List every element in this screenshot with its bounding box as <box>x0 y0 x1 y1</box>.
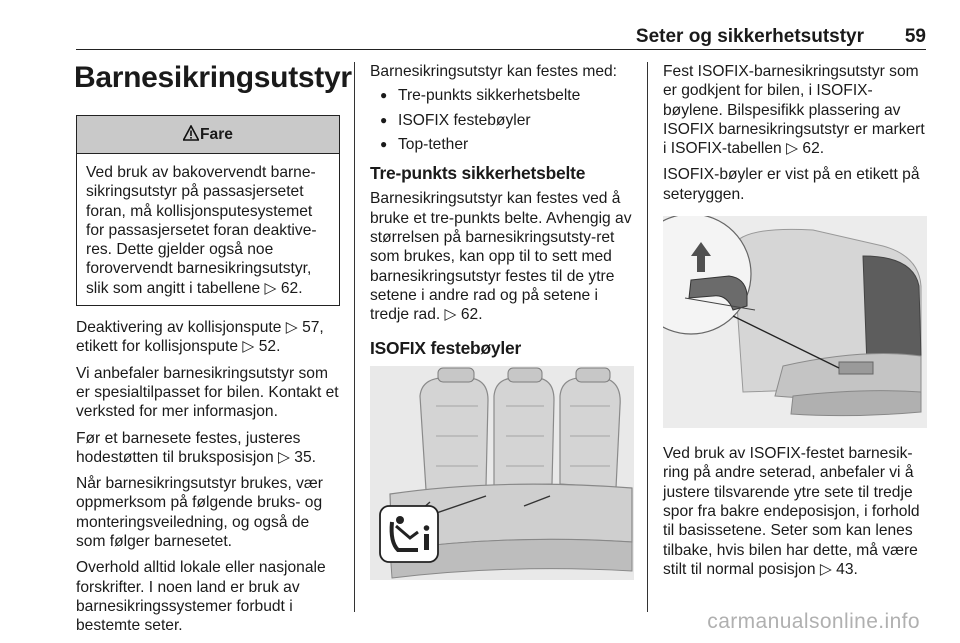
warning-triangle-icon <box>183 125 199 141</box>
column-divider <box>354 62 355 612</box>
paragraph: Overhold alltid lokale eller nasjonale forskrifter. I noen land er bruk av barnesikringssystemer forbudt i bestemte seter. <box>76 559 326 635</box>
page-number: 59 <box>904 26 926 47</box>
paragraph: Deaktivering av kollisjonspute ▷ 57, etikett for kollisjonspute ▷ 52. <box>76 319 324 356</box>
intro-text: Barnesikringsutstyr kan festes med: <box>370 63 618 80</box>
list-item: ● Tre-punkts sikkerhetsbelte <box>370 86 638 105</box>
rear-seats-drawing <box>370 366 634 580</box>
isofix-child-seat-icon <box>380 506 438 562</box>
list-item: ● Top-tether <box>370 135 638 154</box>
paragraph: Vi anbefaler barnesikringsutstyr som er spesialtilpasset for bilen. Kontakt et verksted for mer informasjon. <box>76 364 339 421</box>
danger-text: Ved bruk av bakovervendt barne-sikringsutstyr på passasjersetet foran, må kollisjonsputesystemet for passasjersetet foran deaktive-res. Dette gjelder også noe forovervendt barnesikringsutstyr, slik som angitt i tabellene ▷ 62. <box>86 164 317 297</box>
section-heading: Tre-punkts sikkerhetsbelte <box>370 163 586 184</box>
isofix-seats-illustration <box>370 366 634 580</box>
paragraph: Før et barnesete festes, justeres hodestøtten til bruksposisjon ▷ 35. <box>76 429 316 466</box>
watermark: carmanualsonline.info <box>707 610 920 633</box>
paragraph: Når barnesikringsutstyr brukes, vær oppmerksom på følgende bruks- og monteringsveiledning, og også de som følger barnesetet. <box>76 475 323 551</box>
danger-label: Fare <box>200 126 233 143</box>
page-header <box>76 26 926 48</box>
header-rule <box>76 49 926 50</box>
danger-header <box>77 116 339 154</box>
paragraph: Fest ISOFIX-barnesikringsutstyr som er godkjent for bilen, i ISOFIX-bøylene. Bilspesifikk plassering av ISOFIX barnesikringsutstyr er markert i ISOFIX-tabellen ▷ 62. <box>663 63 925 158</box>
list-item: ● ISOFIX festebøyler <box>370 111 638 130</box>
paragraph: ISOFIX-bøyler er vist på en etikett på seteryggen. <box>663 166 920 203</box>
bullet-list <box>370 86 638 154</box>
column-1 <box>76 115 340 643</box>
paragraph: Barnesikringsutstyr kan festes ved å bruke et tre-punkts belte. Avhengig av størrelsen på barnesikringsutsty-ret som brukes, kan opp til to sett med barnesikringsutstyr festes til de ytre setene i andre rad og på setene i tredje rad. ▷ 62. <box>370 190 632 324</box>
column-2 <box>370 62 638 580</box>
paragraph: Ved bruk av ISOFIX-festet barnesik-ring på andre seterad, anbefaler vi å justere tilsvarende ytre sete til tredje spor fra bakre endeposisjon, i forhold til basissetene. Seter som kan lenes tilbake, hvis bilen har dette, må være stilt til normal posisjon ▷ 43. <box>663 445 920 578</box>
column-3 <box>663 62 929 586</box>
main-title: Barnesikringsutstyr <box>74 61 352 94</box>
header-title: Seter og sikkerhetsutstyr <box>635 26 864 47</box>
isofix-label-illustration <box>663 216 927 428</box>
section-heading: ISOFIX festebøyler <box>370 337 522 358</box>
danger-box <box>76 115 340 306</box>
seat-label-drawing <box>663 216 927 428</box>
column-divider <box>647 62 648 612</box>
